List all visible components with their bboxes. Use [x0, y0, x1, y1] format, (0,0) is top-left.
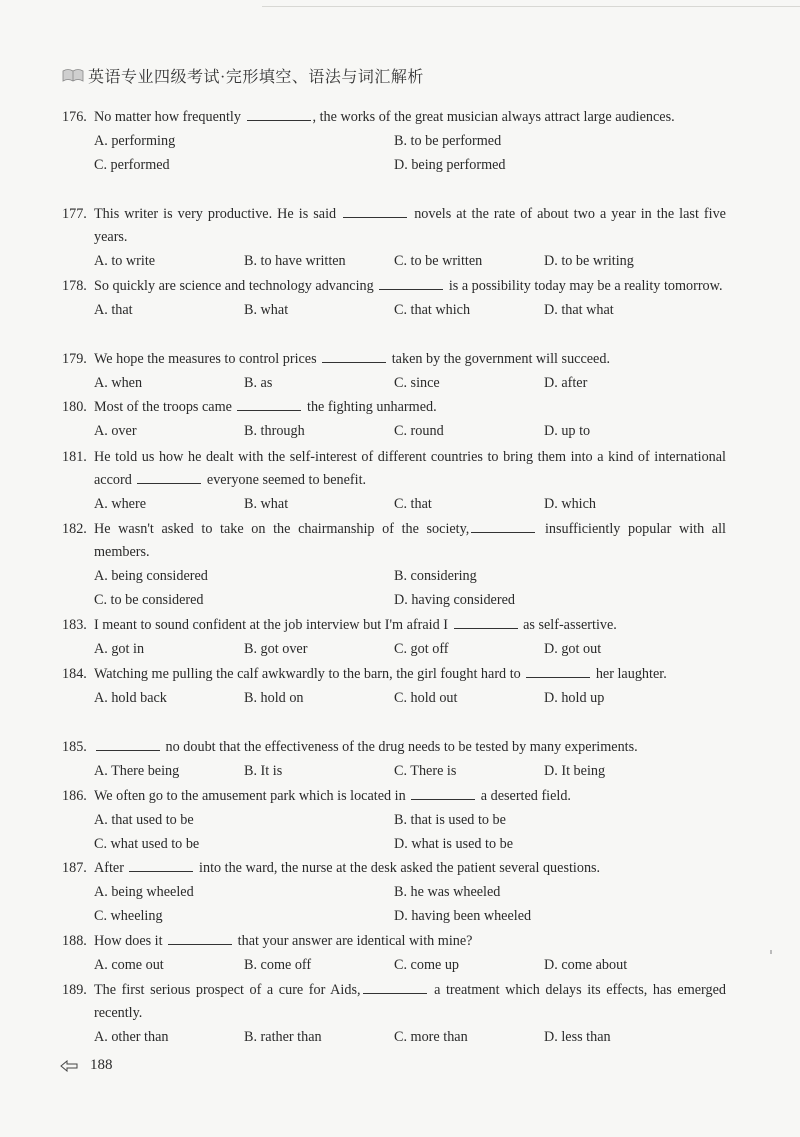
- page-number: 188: [90, 1057, 113, 1073]
- option-d: D. having been wheeled: [394, 908, 532, 924]
- option-b: B. what: [244, 496, 289, 512]
- option-d: D. got out: [544, 641, 602, 657]
- question-number: 189.: [62, 982, 87, 998]
- option-b: B. to be performed: [394, 133, 502, 149]
- option-d: D. come about: [544, 957, 628, 973]
- question-181: [62, 446, 726, 516]
- answer-blank: [247, 107, 311, 121]
- stem-after: taken by the government will succeed.: [388, 351, 610, 367]
- answer-blank: [526, 664, 590, 678]
- stem-before: After: [94, 860, 128, 876]
- option-a: A. where: [94, 496, 146, 512]
- answer-blank: [363, 980, 427, 994]
- option-d: D. having considered: [394, 592, 515, 608]
- option-b: B. It is: [244, 763, 283, 779]
- question-number: 184.: [62, 666, 87, 682]
- option-c: C. that which: [394, 302, 471, 318]
- question-183: [62, 614, 726, 661]
- option-b: B. got over: [244, 641, 308, 657]
- option-d: D. which: [544, 496, 597, 512]
- question-179: [62, 348, 726, 395]
- option-a: A. being considered: [94, 568, 208, 584]
- stem-before: We hope the measures to control prices: [94, 351, 321, 367]
- top-divider: [262, 6, 800, 7]
- question-185: [62, 736, 726, 783]
- question-number: 182.: [62, 521, 87, 537]
- option-a: A. that: [94, 302, 133, 318]
- stem-after: as self-assertive.: [519, 617, 617, 633]
- stem-after: is a possibility today may be a reality tomorrow.: [445, 278, 723, 294]
- stem-after: into the ward, the nurse at the desk asked the patient several questions.: [195, 860, 601, 876]
- arrow-left-icon: [60, 1060, 78, 1072]
- option-d: D. being performed: [394, 157, 506, 173]
- question-187: [62, 857, 726, 928]
- option-a: A. hold back: [94, 690, 167, 706]
- stem-after: everyone seemed to benefit.: [203, 472, 367, 488]
- stem-after: novels at the rate of about two a year in the last five years.: [94, 206, 726, 245]
- question-number: 177.: [62, 206, 87, 222]
- option-a: A. to write: [94, 253, 156, 269]
- option-c: C. to be considered: [94, 592, 204, 608]
- stem-before: So quickly are science and technology advancing: [94, 278, 378, 294]
- option-b: B. that is used to be: [394, 812, 506, 828]
- option-a: A. other than: [94, 1029, 169, 1045]
- scan-speck: [770, 950, 772, 954]
- running-header: [62, 62, 424, 88]
- question-number: 178.: [62, 278, 87, 294]
- option-b: B. through: [244, 423, 305, 439]
- question-number: 187.: [62, 860, 87, 876]
- answer-blank: [168, 931, 232, 945]
- answer-blank: [237, 397, 301, 411]
- option-d: D. after: [544, 375, 588, 391]
- question-180: [62, 396, 726, 443]
- option-c: C. wheeling: [94, 908, 163, 924]
- question-189: [62, 979, 726, 1049]
- option-c: C. that: [394, 496, 432, 512]
- option-c: C. to be written: [394, 253, 483, 269]
- answer-blank: [137, 470, 201, 484]
- question-number: 185.: [62, 739, 87, 755]
- stem-after: , the works of the great musician always attract large audiences.: [312, 109, 675, 125]
- option-b: B. as: [244, 375, 273, 391]
- stem-before: How does it: [94, 933, 167, 949]
- stem-after: a treatment which delays its effects, has emerged recently.: [94, 982, 726, 1021]
- question-178: [62, 275, 726, 322]
- option-a: A. that used to be: [94, 812, 194, 828]
- option-c: C. come up: [394, 957, 460, 973]
- option-b: B. he was wheeled: [394, 884, 501, 900]
- stem-before: We often go to the amusement park which is located in: [94, 788, 410, 804]
- stem-before: He told us how he dealt with the self-interest of different countries to bring them into a kind of international accord: [94, 449, 726, 488]
- stem-after: a deserted field.: [477, 788, 571, 804]
- stem-before: Most of the troops came: [94, 399, 236, 415]
- question-number: 179.: [62, 351, 87, 367]
- answer-blank: [454, 615, 518, 629]
- question-number: 176.: [62, 109, 87, 125]
- option-a: A. over: [94, 423, 137, 439]
- option-c: C. hold out: [394, 690, 458, 706]
- stem-after: no doubt that the effectiveness of the drug needs to be tested by many experiments.: [162, 739, 638, 755]
- stem-before: I meant to sound confident at the job interview but I'm afraid I: [94, 617, 452, 633]
- question-182: [62, 518, 726, 612]
- option-c: C. performed: [94, 157, 170, 173]
- question-186: [62, 785, 726, 856]
- stem-after: the fighting unharmed.: [303, 399, 437, 415]
- answer-blank: [379, 276, 443, 290]
- option-d: D. that what: [544, 302, 614, 318]
- option-c: C. There is: [394, 763, 457, 779]
- option-b: B. rather than: [244, 1029, 322, 1045]
- answer-blank: [343, 204, 407, 218]
- stem-after: that your answer are identical with mine?: [234, 933, 473, 949]
- question-number: 183.: [62, 617, 87, 633]
- question-177: [62, 203, 726, 273]
- option-c: C. since: [394, 375, 440, 391]
- answer-blank: [471, 519, 535, 533]
- option-b: B. considering: [394, 568, 477, 584]
- question-184: [62, 663, 726, 710]
- page-footer: [60, 1057, 113, 1074]
- option-a: A. performing: [94, 133, 176, 149]
- answer-blank: [96, 737, 160, 751]
- option-a: A. come out: [94, 957, 164, 973]
- header-title: 英语专业四级考试·完形填空、语法与词汇解析: [88, 68, 424, 86]
- stem-after: her laughter.: [592, 666, 667, 682]
- option-d: D. what is used to be: [394, 836, 514, 852]
- option-d: D. It being: [544, 763, 606, 779]
- answer-blank: [322, 349, 386, 363]
- option-a: A. There being: [94, 763, 180, 779]
- option-c: C. more than: [394, 1029, 468, 1045]
- option-b: B. to have written: [244, 253, 346, 269]
- answer-blank: [411, 786, 475, 800]
- option-a: A. when: [94, 375, 143, 391]
- option-b: B. hold on: [244, 690, 304, 706]
- stem-before: No matter how frequently: [94, 109, 245, 125]
- stem-before: Watching me pulling the calf awkwardly to the barn, the girl fought hard to: [94, 666, 525, 682]
- option-a: A. got in: [94, 641, 145, 657]
- option-d: D. hold up: [544, 690, 605, 706]
- option-b: B. what: [244, 302, 289, 318]
- option-d: D. less than: [544, 1029, 611, 1045]
- stem-before: This writer is very productive. He is said: [94, 206, 342, 222]
- option-c: C. got off: [394, 641, 449, 657]
- answer-blank: [129, 858, 193, 872]
- option-c: C. round: [394, 423, 444, 439]
- question-188: [62, 930, 726, 977]
- question-176: [62, 106, 726, 177]
- question-number: 180.: [62, 399, 87, 415]
- option-d: D. to be writing: [544, 253, 634, 269]
- question-number: 188.: [62, 933, 87, 949]
- question-number: 181.: [62, 449, 87, 465]
- stem-after: insufficiently popular with all members.: [94, 521, 726, 560]
- option-c: C. what used to be: [94, 836, 200, 852]
- option-a: A. being wheeled: [94, 884, 194, 900]
- option-d: D. up to: [544, 423, 591, 439]
- question-number: 186.: [62, 788, 87, 804]
- open-book-icon: [62, 68, 84, 82]
- stem-before: He wasn't asked to take on the chairmanship of the society,: [94, 521, 470, 537]
- option-b: B. come off: [244, 957, 312, 973]
- stem-before: The first serious prospect of a cure for Aids,: [94, 982, 361, 998]
